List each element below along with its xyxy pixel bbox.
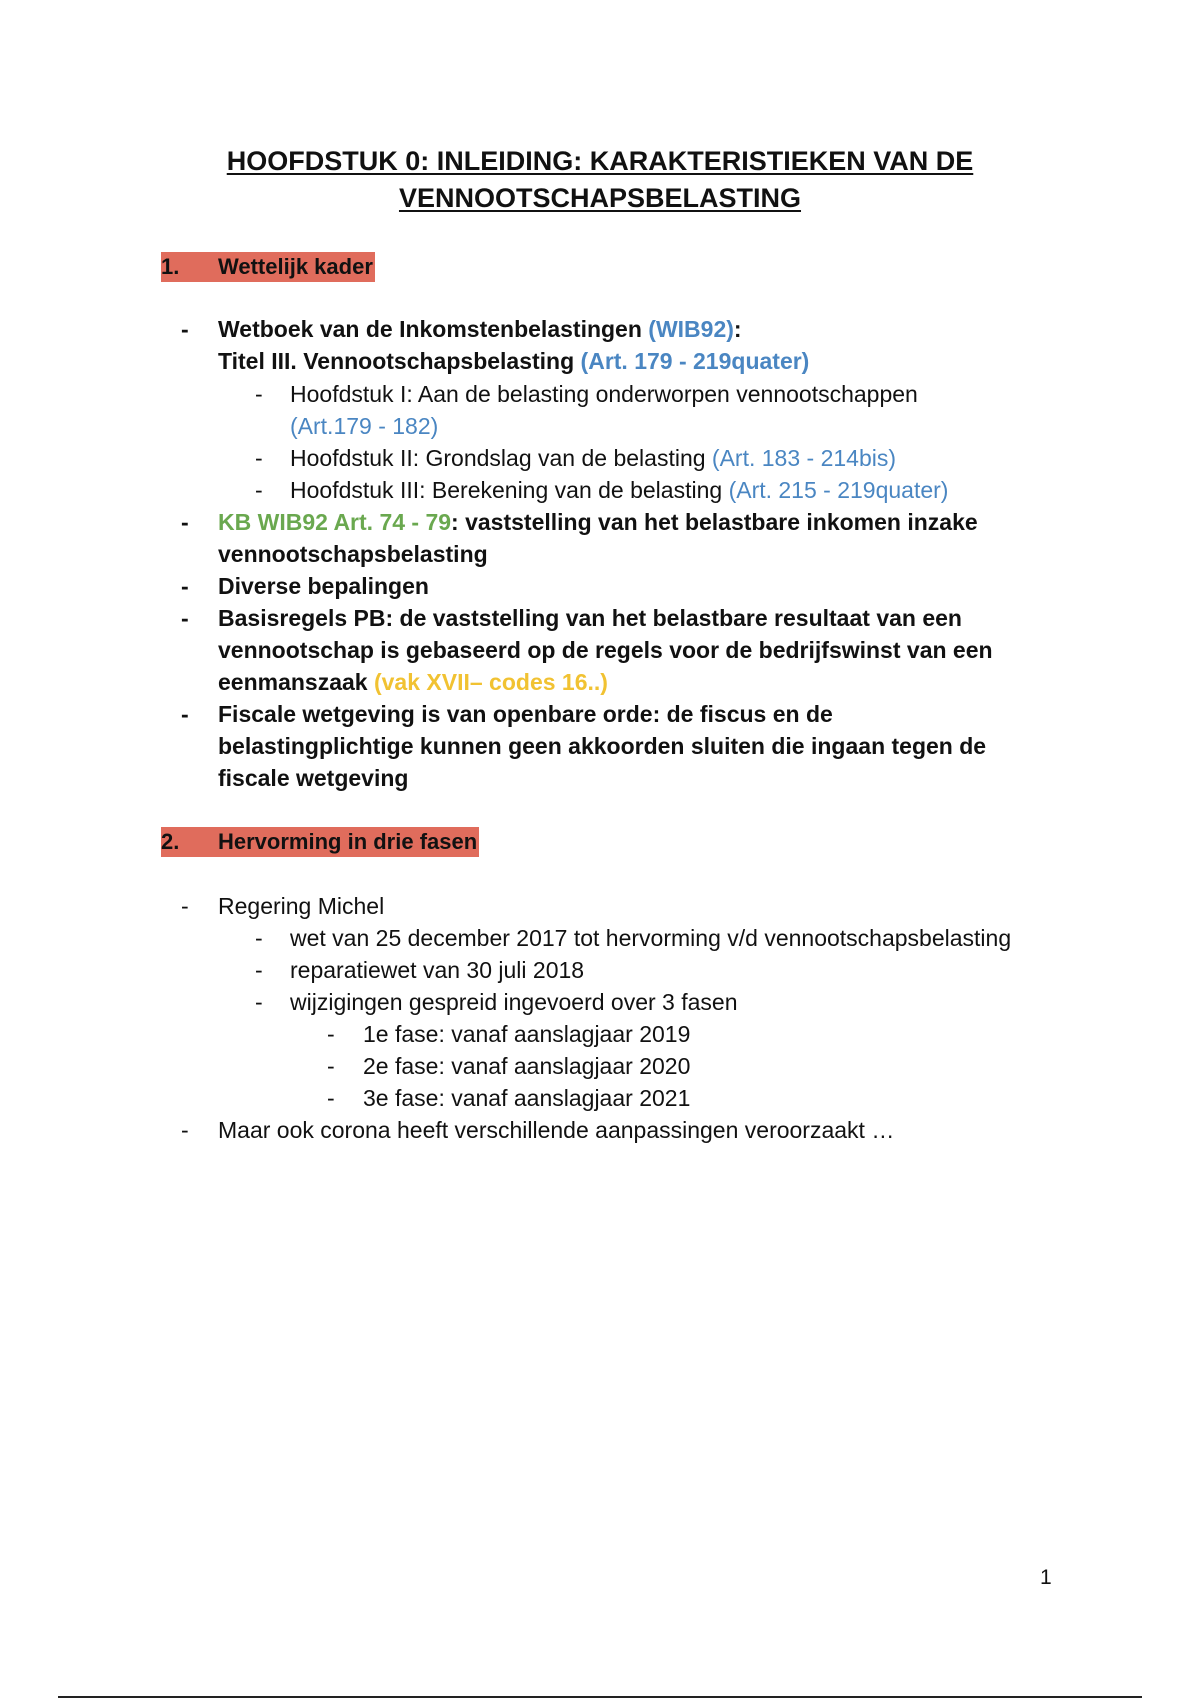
bullet-dash: - (181, 701, 189, 727)
list-item: Fiscale wetgeving is van openbare orde: de fiscus en de (218, 701, 833, 727)
list-item-continuation: fiscale wetgeving (218, 765, 409, 791)
item-text: eenmanszaak (218, 669, 374, 695)
item-colon: : (733, 316, 742, 342)
bullet-dash: - (327, 1085, 335, 1111)
sub-list-item: Hoofdstuk I: Aan de belasting onderworpen vennootschappen (290, 381, 918, 407)
list-item-continuation: vennootschapsbelasting (218, 541, 488, 567)
sub-list-item (290, 442, 896, 474)
sub-sub-list-item: 1e fase: vanaf aanslagjaar 2019 (363, 1021, 691, 1047)
item-text: Hoofdstuk III: Berekening van de belasting (290, 477, 729, 503)
bullet-dash: - (255, 477, 263, 503)
law-reference: (Art. 183 - 214bis) (711, 445, 897, 471)
title-line-1: HOOFDSTUK 0: INLEIDING: KARAKTERISTIEKEN VAN DE (226, 146, 974, 176)
sub-sub-list-item: 3e fase: vanaf aanslagjaar 2021 (363, 1085, 691, 1111)
law-reference: (Art. 215 - 219quater) (728, 477, 949, 503)
bullet-dash: - (327, 1021, 335, 1047)
section-title: Wettelijk kader (218, 254, 373, 279)
list-item: Regering Michel (218, 893, 385, 919)
sub-list-item (290, 474, 948, 506)
bullet-dash: - (181, 509, 189, 535)
item-text: Hoofdstuk II: Grondslag van de belasting (290, 445, 712, 471)
law-reference: (Art.179 - 182) (290, 413, 439, 439)
item-text: : vaststelling van het belastbare inkomen inzake (451, 509, 978, 535)
page-number: 1 (1040, 1566, 1052, 1589)
law-reference: (WIB92) (648, 316, 734, 342)
section-number: 1. (161, 254, 180, 279)
page-bottom-rule (58, 1696, 1142, 1698)
section-1-heading (161, 252, 375, 282)
item-text: Titel III. Vennootschapsbelasting (218, 348, 581, 374)
bullet-dash: - (181, 1117, 189, 1143)
section-number: 2. (161, 829, 180, 854)
section-title: Hervorming in drie fasen (218, 829, 478, 854)
bullet-dash: - (181, 605, 189, 631)
sub-sub-list-item: 2e fase: vanaf aanslagjaar 2020 (363, 1053, 691, 1079)
page-title (120, 143, 1080, 217)
list-item (218, 313, 742, 345)
list-item-continuation (218, 345, 809, 377)
list-item (218, 506, 978, 538)
list-item: Basisregels PB: de vaststelling van het belastbare resultaat van een (218, 605, 962, 631)
list-item-continuation (218, 666, 608, 698)
bullet-dash: - (255, 925, 263, 951)
list-item-continuation: vennootschap is gebaseerd op de regels voor de bedrijfswinst van een (218, 637, 993, 663)
bullet-dash: - (255, 381, 263, 407)
bullet-dash: - (181, 316, 189, 342)
tax-form-reference: (vak XVII– codes 16..) (373, 669, 608, 695)
law-reference: (Art. 179 - 219quater) (580, 348, 810, 374)
list-item: Diverse bepalingen (218, 573, 429, 599)
title-line-2: VENNOOTSCHAPSBELASTING (398, 183, 802, 213)
sub-list-item: wet van 25 december 2017 tot hervorming v/d vennootschapsbelasting (290, 925, 1012, 951)
law-reference: KB WIB92 Art. 74 - 79 (218, 509, 452, 535)
sub-list-item: wijzigingen gespreid ingevoerd over 3 fasen (290, 989, 738, 1015)
bullet-dash: - (181, 573, 189, 599)
bullet-dash: - (255, 989, 263, 1015)
bullet-dash: - (181, 893, 189, 919)
section-2-heading (161, 827, 479, 857)
bullet-dash: - (255, 445, 263, 471)
sub-list-item: reparatiewet van 30 juli 2018 (290, 957, 585, 983)
list-item: Maar ook corona heeft verschillende aanpassingen veroorzaakt … (218, 1117, 895, 1143)
bullet-dash: - (255, 957, 263, 983)
list-item-continuation: belastingplichtige kunnen geen akkoorden sluiten die ingaan tegen de (218, 733, 987, 759)
item-text: Wetboek van de Inkomstenbelastingen (218, 316, 649, 342)
bullet-dash: - (327, 1053, 335, 1079)
